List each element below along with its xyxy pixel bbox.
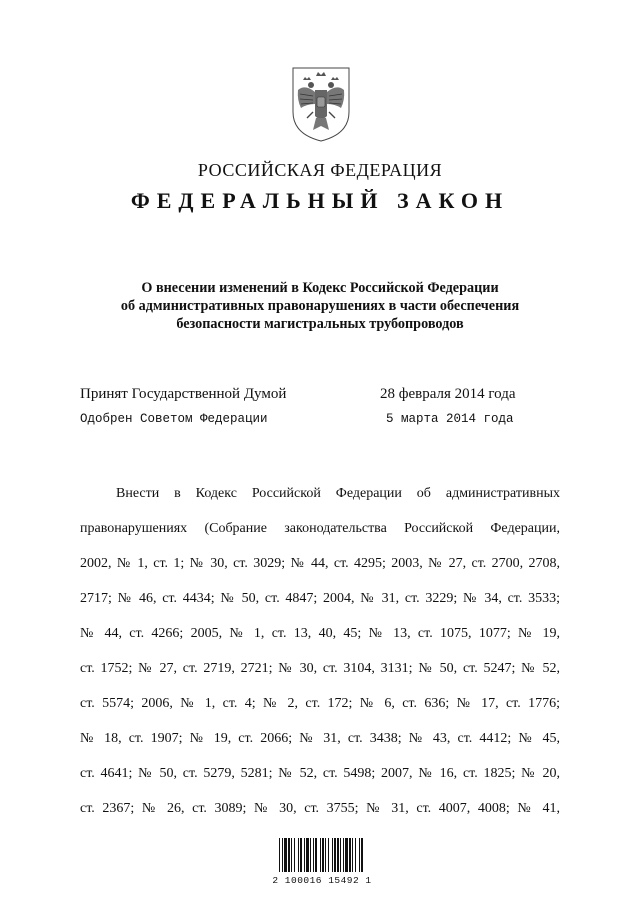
document-type-heading: ФЕДЕРАЛЬНЫЙ ЗАКОН [130,188,510,213]
barcode-number: 2 100016 15492 1 [272,875,372,886]
barcode-bar [349,838,351,872]
approved-by-label: Одобрен Советом Федерации [80,412,268,426]
barcode-bar [325,838,326,872]
country-heading: РОССИЙСКАЯ ФЕДЕРАЦИЯ [197,160,443,180]
barcode-bar [300,838,302,872]
barcode-bar [328,838,329,872]
law-title [80,279,560,333]
barcode-bar [294,838,295,872]
barcode-bar [361,838,363,872]
law-title-line: безопасности магистральных трубопроводов [176,316,464,332]
coat-of-arms-icon [289,64,353,144]
barcode-bar [337,838,339,872]
barcode-bar [355,838,356,872]
barcode-bar [343,838,344,872]
barcode-icon [278,834,364,874]
barcode-bar [282,838,283,872]
barcode-bar [352,838,353,872]
body-text-line: № 18, ст. 1907; № 19, ст. 2066; № 31, ст. 3438; № 43, ст. 4412; № 45, [80,731,560,746]
barcode-bar [332,838,333,872]
law-title-line: об административных правонарушениях в части обеспечения [120,298,520,314]
barcode-bar [310,838,311,872]
barcode-bar [306,838,309,872]
barcode-bar [340,838,341,872]
body-text-line: 2717; № 46, ст. 4434; № 50, ст. 4847; 2004, № 31, ст. 3229; № 34, ст. 3533; [80,591,560,606]
barcode-bar [284,838,287,872]
body-text-line: правонарушениях (Собрание законодательства Российской Федерации, [80,521,560,536]
barcode-bar [304,838,305,872]
barcode-bar [345,838,348,872]
barcode-bar [313,838,314,872]
body-text-line: ст. 5574; 2006, № 1, ст. 4; № 2, ст. 172; № 6, ст. 636; № 17, ст. 1776; [80,696,560,711]
body-text-line: № 44, ст. 4266; 2005, № 1, ст. 13, 40, 45; № 13, ст. 1075, 1077; № 19, [80,626,560,641]
body-text-line: Внести в Кодекс Российской Федерации об административных [116,486,560,501]
body-text-line: ст. 4641; № 50, ст. 5279, 5281; № 52, ст. 5498; 2007, № 16, ст. 1825; № 20, [80,766,560,781]
approved-date: 5 марта 2014 года [386,412,514,426]
barcode-bar [291,838,292,872]
adopted-by-label: Принят Государственной Думой [80,386,287,402]
barcode-bar [322,838,324,872]
barcode-bar [334,838,336,872]
barcode-bar [315,838,317,872]
barcode-bar [359,838,360,872]
law-title-line: О внесении изменений в Кодекс Российской Федерации [141,280,499,296]
barcode-bar [320,838,321,872]
body-text-line: 2002, № 1, ст. 1; № 30, ст. 3029; № 44, ст. 4295; 2003, № 27, ст. 2700, 2708, [80,556,560,571]
body-text-line: ст. 2367; № 26, ст. 3089; № 30, ст. 3755; № 31, ст. 4007, 4008; № 41, [80,801,560,816]
barcode-bar [298,838,299,872]
barcode-bar [288,838,290,872]
barcode-bar [279,838,280,872]
adopted-date: 28 февраля 2014 года [380,386,516,402]
body-text-line: ст. 1752; № 27, ст. 2719, 2721; № 30, ст. 3104, 3131; № 50, ст. 5247; № 52, [80,661,560,676]
